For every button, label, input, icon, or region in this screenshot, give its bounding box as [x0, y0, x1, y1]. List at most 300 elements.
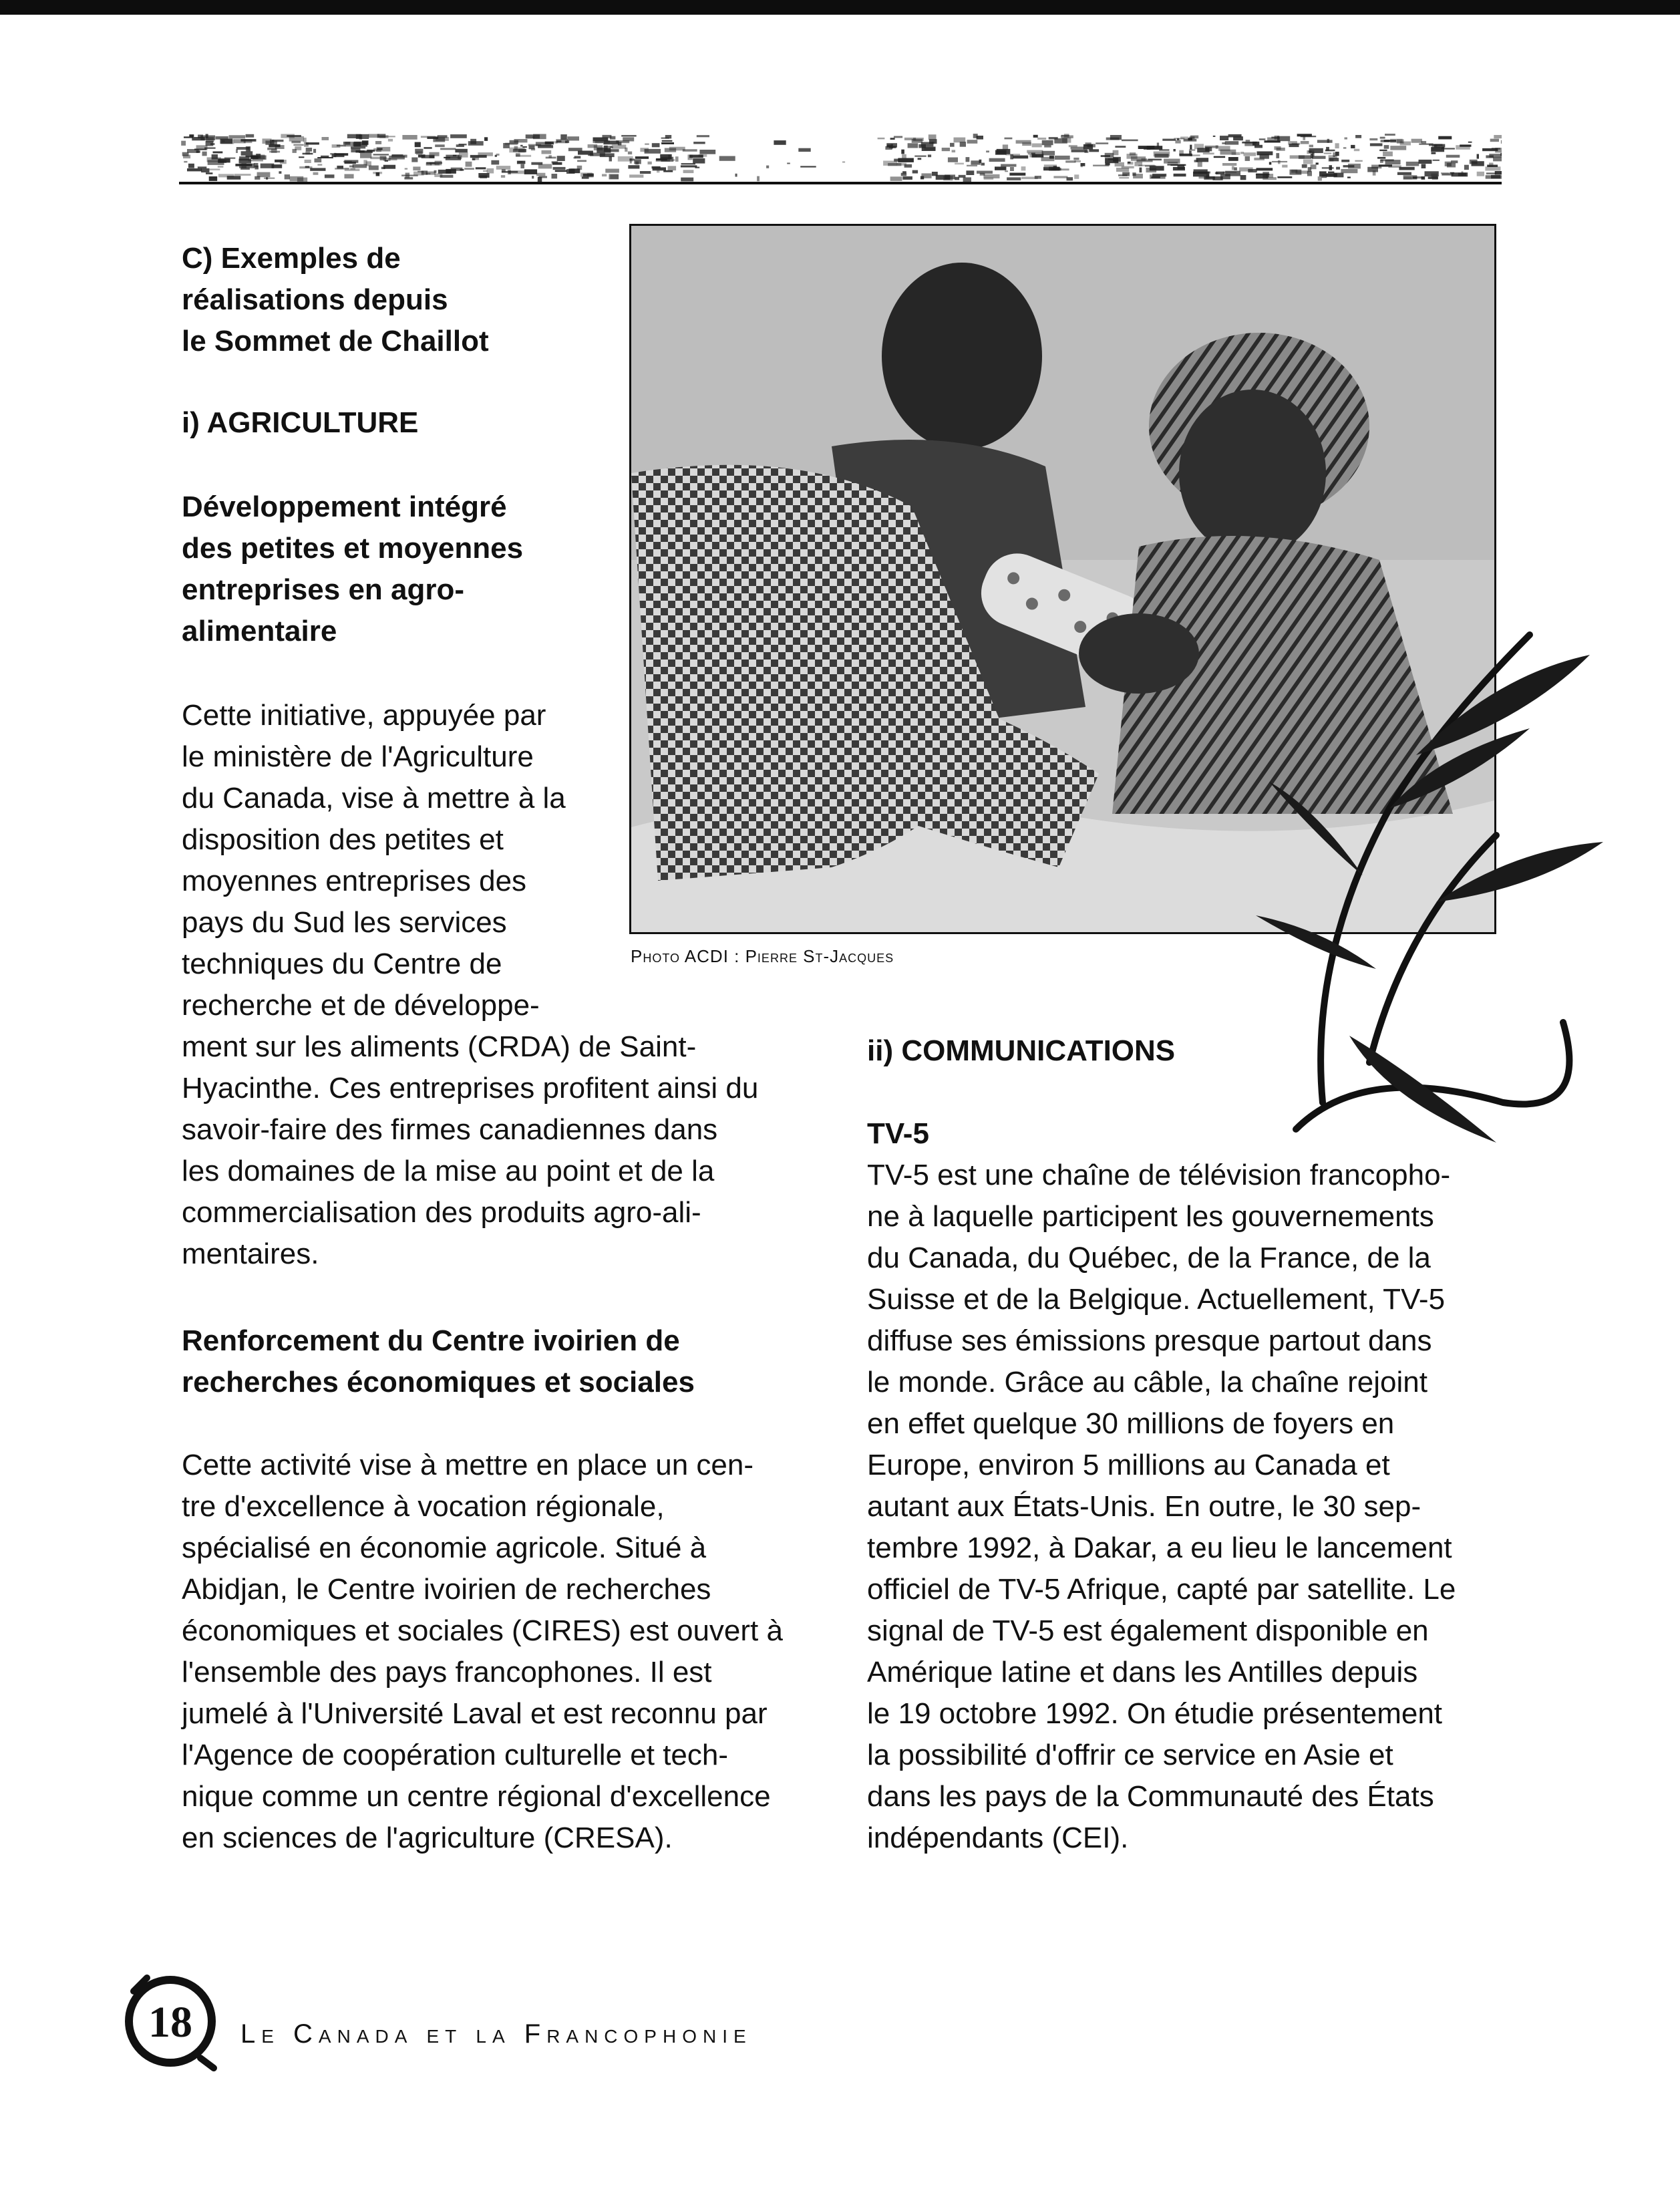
- banner-speck: [1303, 160, 1313, 164]
- banner-speck: [1244, 152, 1256, 156]
- banner-speck: [556, 140, 561, 142]
- banner-speck: [699, 154, 707, 157]
- banner-speck: [279, 171, 281, 174]
- banner-speck: [446, 169, 456, 174]
- banner-speck: [1010, 167, 1014, 171]
- banner-speck: [634, 159, 641, 164]
- banner-speck: [878, 138, 885, 140]
- banner-speck: [1456, 145, 1470, 150]
- banner-speck: [675, 156, 679, 162]
- banner-speck: [501, 175, 505, 178]
- banner-speck: [912, 170, 918, 174]
- banner-speck: [1282, 165, 1287, 168]
- banner-speck: [1122, 140, 1138, 142]
- banner-speck: [1252, 142, 1259, 146]
- banner-speck: [466, 162, 472, 167]
- banner-speck: [1397, 139, 1404, 143]
- banner-speck: [234, 139, 246, 143]
- banner-speck: [1351, 145, 1355, 148]
- banner-speck: [1225, 141, 1239, 144]
- header-rule: [179, 182, 1502, 184]
- banner-speck: [989, 158, 1005, 162]
- banner-speck: [1179, 150, 1184, 155]
- banner-speck: [719, 156, 735, 161]
- banner-speck: [665, 135, 671, 138]
- banner-speck: [388, 139, 393, 142]
- banner-speck: [1399, 167, 1414, 170]
- banner-speck: [275, 145, 285, 149]
- banner-speck: [1277, 176, 1292, 178]
- banner-speck: [1370, 143, 1383, 146]
- banner-speck: [735, 174, 737, 177]
- banner-speck: [577, 166, 582, 170]
- banner-speck: [1081, 163, 1085, 166]
- banner-speck: [1074, 174, 1079, 179]
- banner-speck: [980, 173, 985, 176]
- banner-speck: [1175, 140, 1180, 144]
- banner-speck: [1490, 139, 1499, 142]
- banner-speck: [503, 143, 510, 148]
- banner-speck: [1065, 160, 1075, 162]
- banner-speck: [337, 145, 345, 147]
- banner-speck: [1212, 176, 1222, 180]
- banner-speck: [241, 151, 253, 156]
- banner-speck: [1234, 167, 1237, 170]
- banner-speck: [434, 174, 442, 178]
- banner-speck: [1105, 163, 1110, 166]
- banner-speck: [520, 164, 524, 168]
- banner-speck: [1037, 138, 1046, 140]
- banner-speck: [657, 170, 659, 173]
- banner-speck: [1162, 139, 1176, 141]
- banner-speck: [1174, 174, 1186, 176]
- banner-speck: [1276, 153, 1279, 158]
- banner-speck: [1318, 176, 1322, 181]
- banner-speck: [582, 176, 588, 178]
- banner-speck: [1341, 160, 1349, 162]
- banner-speck: [566, 169, 575, 174]
- banner-speck: [187, 168, 202, 171]
- banner-speck: [1096, 142, 1108, 144]
- banner-speck: [1464, 165, 1469, 170]
- banner-speck: [1438, 136, 1452, 140]
- banner-speck: [913, 138, 924, 141]
- banner-speck: [450, 134, 467, 138]
- banner-speck: [681, 178, 693, 182]
- banner-speck: [1140, 168, 1142, 173]
- banner-speck: [1022, 142, 1031, 146]
- banner-speck: [1301, 141, 1309, 144]
- banner-speck: [440, 148, 456, 150]
- banner-speck: [434, 170, 437, 173]
- banner-speck: [1355, 135, 1361, 138]
- banner-speck: [1257, 152, 1273, 156]
- banner-speck: [986, 150, 989, 152]
- banner-speck: [435, 144, 445, 147]
- banner-speck: [1033, 135, 1038, 138]
- banner-speck: [520, 145, 523, 147]
- banner-speck: [984, 178, 994, 180]
- banner-speck: [188, 164, 194, 168]
- banner-speck: [553, 167, 566, 170]
- banner-speck: [1190, 145, 1192, 150]
- banner-speck: [392, 154, 403, 156]
- banner-speck: [612, 145, 627, 149]
- banner-speck: [1203, 153, 1214, 155]
- subsection-title-agriculture: i) AGRICULTURE: [182, 406, 419, 439]
- banner-speck: [932, 172, 938, 176]
- banner-speck: [1500, 153, 1502, 156]
- banner-speck: [1190, 136, 1198, 139]
- banner-speck: [929, 134, 937, 140]
- banner-speck: [1336, 167, 1340, 170]
- banner-speck: [1006, 154, 1021, 155]
- banner-speck: [1384, 145, 1389, 149]
- banner-speck: [1369, 138, 1377, 140]
- banner-speck: [1021, 177, 1038, 180]
- banner-speck: [1419, 160, 1432, 164]
- banner-speck: [1239, 167, 1253, 171]
- banner-speck: [1189, 151, 1192, 156]
- banner-speck: [1421, 164, 1426, 168]
- banner-speck: [438, 135, 448, 138]
- banner-speck: [1131, 156, 1146, 161]
- banner-speck: [514, 139, 528, 142]
- banner-speck: [455, 149, 468, 152]
- banner-speck: [1157, 143, 1159, 148]
- banner-speck: [757, 176, 760, 182]
- banner-speck: [891, 144, 893, 149]
- banner-speck: [1486, 175, 1502, 178]
- banner-speck: [1277, 136, 1290, 142]
- banner-speck: [343, 142, 351, 145]
- banner-speck: [542, 150, 552, 154]
- banner-speck: [629, 158, 635, 160]
- banner-speck: [894, 136, 902, 138]
- banner-speck: [213, 152, 223, 154]
- banner-speck: [1144, 147, 1151, 150]
- banner-speck: [967, 140, 978, 144]
- banner-speck: [355, 150, 364, 153]
- banner-speck: [306, 148, 312, 152]
- banner-speck: [1089, 149, 1099, 152]
- banner-speck: [1297, 134, 1312, 136]
- banner-speck: [902, 171, 906, 173]
- heading-renforcement-cires: Renforcement du Centre ivoirien de recherches économiques et sociales: [182, 1324, 695, 1399]
- banner-speck: [1302, 164, 1307, 168]
- banner-speck: [1245, 156, 1250, 161]
- banner-speck: [293, 144, 303, 146]
- banner-speck: [1379, 150, 1387, 151]
- banner-speck: [1411, 139, 1422, 143]
- banner-speck: [1269, 162, 1272, 164]
- banner-speck: [1148, 159, 1162, 161]
- banner-speck: [652, 143, 660, 147]
- banner-speck: [335, 168, 349, 170]
- banner-speck: [181, 141, 186, 146]
- banner-speck: [552, 174, 558, 178]
- banner-speck: [516, 155, 531, 157]
- banner-speck: [1446, 155, 1460, 158]
- banner-speck: [343, 161, 352, 162]
- section-title: C) Exemples de réalisations depuis le Sommet de Chaillot: [182, 242, 489, 357]
- banner-speck: [1432, 147, 1440, 150]
- banner-speck: [901, 150, 904, 154]
- banner-speck: [656, 158, 667, 160]
- banner-speck: [1106, 138, 1120, 140]
- banner-speck: [890, 176, 902, 181]
- banner-speck: [977, 136, 983, 140]
- banner-speck: [914, 156, 926, 157]
- banner-speck: [1001, 164, 1016, 167]
- banner-speck: [1493, 157, 1502, 162]
- banner-speck: [1049, 156, 1054, 159]
- banner-speck: [695, 167, 699, 168]
- banner-speck: [522, 146, 527, 148]
- banner-speck: [1198, 172, 1210, 174]
- banner-speck: [1083, 144, 1093, 150]
- banner-speck: [413, 172, 424, 176]
- banner-speck: [1113, 157, 1121, 162]
- banner-speck: [229, 135, 246, 138]
- banner-speck: [1296, 170, 1309, 174]
- banner-speck: [184, 161, 187, 163]
- banner-speck: [322, 137, 329, 140]
- banner-speck: [955, 163, 964, 165]
- banner-speck: [538, 145, 553, 148]
- banner-speck: [577, 160, 586, 162]
- banner-speck: [1299, 155, 1311, 158]
- banner-speck: [1322, 167, 1334, 169]
- banner-speck: [640, 171, 651, 174]
- banner-speck: [921, 173, 931, 178]
- banner-speck: [1170, 164, 1186, 166]
- banner-speck: [1228, 157, 1238, 161]
- banner-speck: [628, 165, 639, 168]
- banner-speck: [536, 173, 545, 176]
- banner-speck: [367, 150, 375, 152]
- banner-speck: [264, 178, 275, 179]
- banner-speck: [1309, 145, 1313, 148]
- banner-speck: [424, 147, 432, 149]
- banner-speck: [224, 158, 236, 159]
- banner-speck: [1206, 176, 1212, 178]
- banner-speck: [402, 135, 417, 140]
- banner-speck: [369, 166, 379, 170]
- banner-speck: [476, 167, 486, 169]
- banner-speck: [1486, 172, 1496, 174]
- banner-speck: [1073, 158, 1079, 160]
- banner-speck: [697, 135, 709, 137]
- banner-speck: [966, 170, 974, 175]
- banner-speck: [628, 152, 632, 155]
- banner-speck: [1254, 158, 1265, 160]
- banner-speck: [508, 170, 511, 174]
- banner-speck: [945, 174, 955, 179]
- banner-speck: [1383, 152, 1393, 156]
- banner-speck: [351, 146, 365, 148]
- banner-speck: [621, 135, 637, 137]
- banner-speck: [380, 156, 387, 160]
- banner-speck: [281, 134, 295, 138]
- banner-speck: [1406, 162, 1419, 166]
- banner-speck: [1044, 145, 1051, 148]
- banner-speck: [1326, 173, 1337, 176]
- banner-speck: [1213, 136, 1216, 137]
- decorative-header-banner: [179, 127, 1502, 182]
- banner-speck: [902, 154, 906, 158]
- banner-speck: [1347, 176, 1351, 178]
- banner-speck: [1119, 177, 1129, 178]
- banner-speck: [218, 174, 234, 177]
- banner-speck: [533, 134, 546, 140]
- banner-speck: [798, 148, 810, 152]
- banner-speck: [594, 145, 603, 150]
- banner-speck: [1115, 146, 1126, 148]
- banner-speck: [1380, 137, 1385, 139]
- banner-speck: [362, 140, 369, 145]
- banner-speck: [588, 154, 593, 156]
- banner-speck: [668, 166, 677, 170]
- banner-speck: [950, 143, 955, 147]
- banner-speck: [623, 137, 634, 141]
- banner-speck: [1501, 140, 1502, 144]
- banner-speck: [453, 155, 457, 156]
- photo-credit-caption: Photo ACDI : Pierre St-Jacques: [631, 946, 894, 966]
- banner-speck: [1316, 162, 1319, 164]
- banner-speck: [1032, 154, 1044, 158]
- banner-speck: [774, 140, 786, 145]
- banner-speck: [1214, 156, 1225, 158]
- banner-speck: [555, 170, 567, 172]
- banner-speck: [459, 144, 467, 146]
- banner-speck: [487, 168, 494, 174]
- banner-speck: [529, 146, 535, 150]
- banner-speck: [661, 142, 674, 144]
- banner-speck: [1115, 162, 1124, 166]
- banner-speck: [411, 158, 417, 162]
- banner-speck: [373, 154, 389, 155]
- banner-speck: [545, 142, 554, 145]
- banner-speck: [349, 166, 353, 168]
- banner-speck: [1477, 154, 1479, 159]
- banner-speck: [1196, 158, 1209, 162]
- banner-speck: [1044, 164, 1057, 167]
- banner-speck: [1425, 171, 1439, 176]
- banner-speck: [681, 165, 697, 167]
- banner-speck: [1272, 161, 1287, 162]
- banner-speck: [928, 154, 931, 157]
- banner-speck: [787, 163, 790, 164]
- banner-speck: [898, 158, 914, 162]
- banner-speck: [1053, 176, 1067, 178]
- banner-speck: [963, 177, 971, 182]
- banner-speck: [363, 160, 367, 165]
- banner-speck: [683, 170, 694, 173]
- banner-speck: [1222, 142, 1225, 144]
- banner-speck: [605, 169, 619, 173]
- banner-speck: [1007, 177, 1021, 180]
- banner-speck: [1118, 174, 1128, 176]
- banner-speck: [1388, 165, 1401, 168]
- banner-speck: [305, 160, 311, 163]
- banner-speck: [446, 157, 461, 160]
- banner-speck: [640, 148, 649, 152]
- banner-speck: [1005, 138, 1013, 140]
- banner-speck: [1441, 148, 1455, 149]
- banner-speck: [568, 148, 582, 151]
- paragraph-cires: Cette activité vise à mettre en place un cen- tre d'excellence à vocation régionale, spécialisé en économie agricole. Situé à Abidjan, le Centre ivoirien de recherches économiques et sociales (CIRES) est ouvert à l'ensemble des pays francophones. Il est jumelé à l'Université Laval et est reconnu par l'Agence de coopération culturelle et tech- nique comme un centre régional d'excellence en sciences de l'agriculture (CRESA).: [182, 1449, 783, 1854]
- banner-speck: [693, 142, 705, 144]
- banner-speck: [942, 148, 950, 151]
- banner-speck: [405, 168, 407, 170]
- banner-speck: [246, 156, 257, 158]
- banner-speck: [842, 162, 845, 163]
- banner-speck: [472, 156, 480, 160]
- banner-speck: [317, 164, 322, 165]
- banner-speck: [413, 166, 420, 170]
- banner-speck: [1324, 153, 1332, 154]
- banner-speck: [280, 160, 287, 164]
- banner-speck: [1308, 167, 1311, 172]
- banner-speck: [1325, 150, 1335, 152]
- banner-speck: [1225, 171, 1240, 176]
- banner-speck: [1312, 152, 1315, 156]
- banner-speck: [1470, 160, 1478, 164]
- banner-speck: [1384, 140, 1396, 142]
- banner-speck: [1309, 150, 1312, 152]
- banner-speck: [1329, 155, 1337, 159]
- banner-speck: [218, 166, 224, 168]
- banner-speck: [1494, 135, 1502, 138]
- banner-speck: [1291, 170, 1297, 173]
- banner-speck: [1042, 140, 1053, 145]
- banner-speck: [491, 160, 499, 165]
- banner-speck: [1335, 143, 1339, 148]
- banner-speck: [593, 141, 604, 143]
- banner-speck: [295, 146, 301, 150]
- banner-speck: [332, 154, 345, 158]
- banner-speck: [1487, 165, 1498, 168]
- banner-speck: [1173, 167, 1185, 170]
- banner-speck: [317, 157, 333, 158]
- banner-speck: [1486, 155, 1494, 158]
- banner-speck: [377, 147, 391, 152]
- banner-speck: [546, 157, 556, 159]
- banner-speck: [981, 163, 985, 166]
- banner-speck: [995, 166, 1006, 170]
- banner-speck: [1027, 150, 1043, 153]
- banner-speck: [1413, 176, 1417, 179]
- banner-speck: [668, 155, 670, 158]
- banner-speck: [416, 151, 422, 155]
- banner-speck: [918, 144, 926, 148]
- banner-speck: [693, 158, 705, 164]
- banner-speck: [381, 167, 385, 169]
- banner-speck: [379, 136, 395, 137]
- banner-speck: [665, 148, 676, 152]
- banner-speck: [1385, 160, 1401, 164]
- banner-speck: [1021, 166, 1026, 170]
- banner-speck: [699, 150, 715, 154]
- banner-speck: [532, 136, 534, 138]
- banner-speck: [604, 146, 608, 150]
- banner-speck: [209, 176, 218, 181]
- banner-speck: [198, 166, 207, 168]
- banner-speck: [1031, 153, 1035, 155]
- banner-speck: [683, 149, 697, 152]
- banner-speck: [415, 142, 421, 148]
